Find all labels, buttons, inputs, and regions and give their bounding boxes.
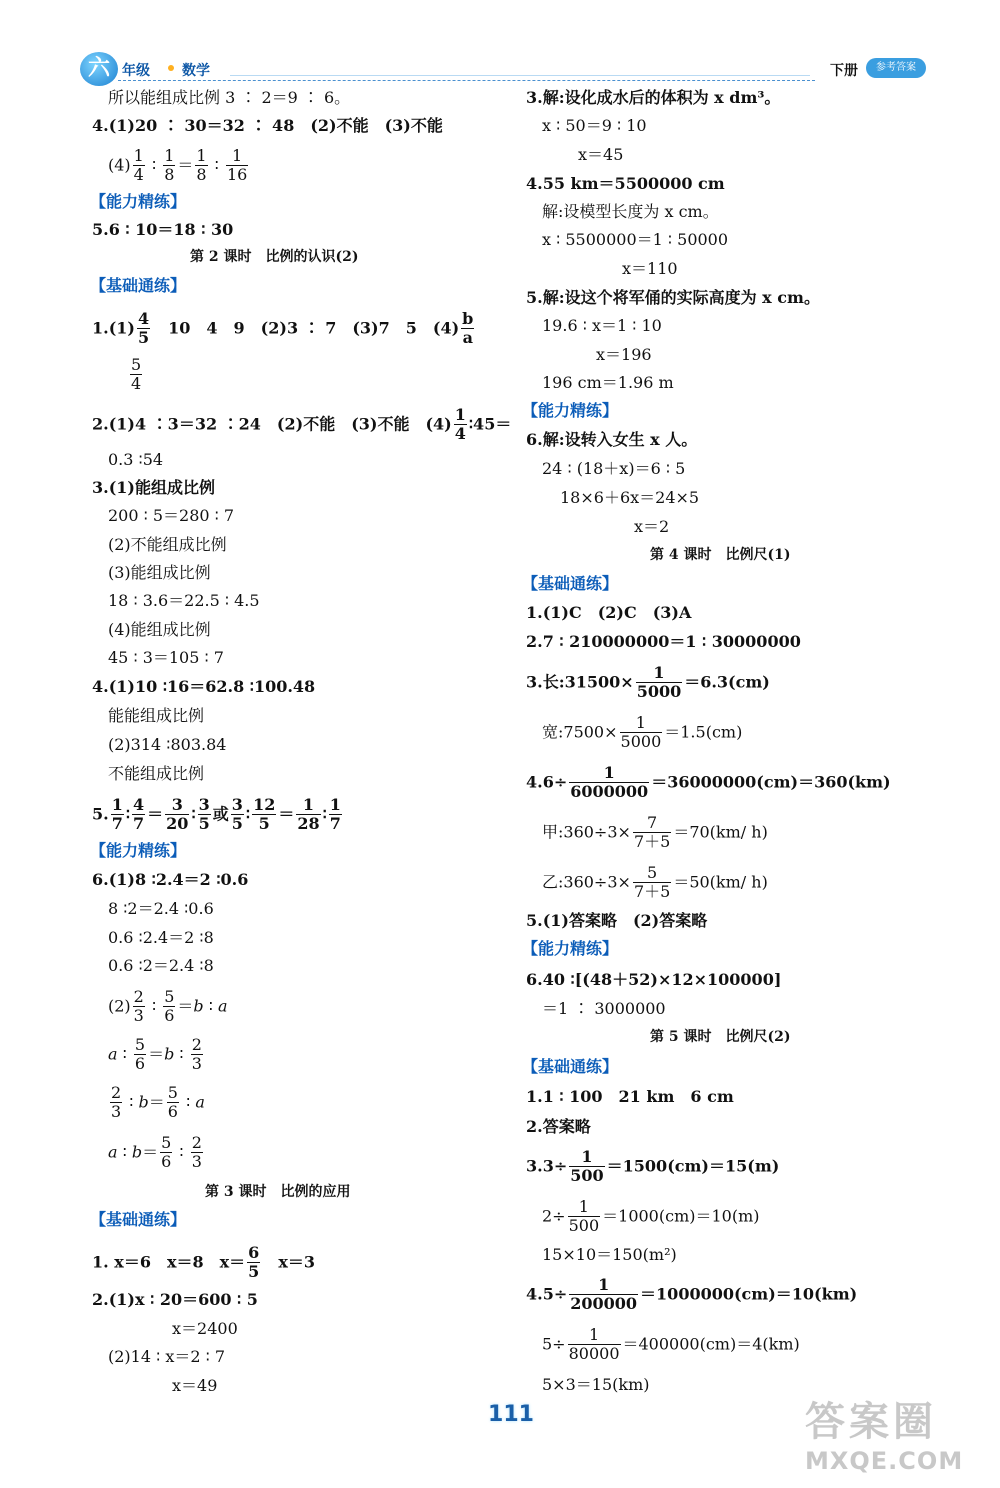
- grade-badge: 六: [80, 52, 118, 86]
- text-line: 1.(1)C (2)C (3)A: [526, 603, 692, 622]
- text-line: (2)不能组成比例: [108, 535, 227, 554]
- formula-line: [92, 310, 476, 348]
- text-fragment: ＝1.5(cm): [664, 722, 743, 742]
- lesson-title: 第 5 课时 比例尺(2): [650, 1029, 791, 1045]
- text-fragment: 1. x＝6 x＝8 x＝: [92, 1252, 246, 1272]
- text-line: x ∶ 50＝9 ∶ 10: [542, 116, 647, 135]
- fraction: $\frac{3}{5}$: [198, 795, 210, 834]
- text-line: 2.(1)x ∶ 20＝600 ∶ 5: [92, 1290, 258, 1309]
- fraction: $\frac{7}{7+5}$: [633, 813, 671, 852]
- formula-line: a ∶ $\frac{5}{6}$ ＝b ∶ $\frac{2}{3}$: [108, 1035, 202, 1074]
- fraction: $\frac{1}{80000}$: [568, 1325, 620, 1364]
- text-fragment: ＝1000(cm)＝10(m): [602, 1206, 760, 1226]
- text-line: 6.(1)8 ∶2.4＝2 ∶0.6: [92, 870, 249, 889]
- fraction: $\frac{5}{7+5}$: [633, 863, 671, 902]
- text-line: 4.(1)10 ∶16＝62.8 ∶100.48: [92, 677, 316, 696]
- fraction: $\frac{1}{4}$: [454, 405, 466, 444]
- formula-line: (4) $\frac{1}{4}$ ∶ $\frac{1}{8}$ ＝ $\frac{1}{8}$ ∶ $\frac{1}{16}$: [108, 146, 248, 185]
- text-fragment: (4): [108, 155, 131, 175]
- text-fragment: ＝50(km/ h): [673, 872, 768, 892]
- fraction: $\frac{1}{5000}$: [620, 713, 662, 752]
- lesson-title: 第 4 课时 比例尺(1): [650, 547, 791, 563]
- text-fragment: ∶45＝: [468, 414, 512, 434]
- separator-dot-icon: [168, 65, 174, 71]
- text-line: 8 ∶2＝2.4 ∶0.6: [108, 899, 214, 918]
- formula-line: [542, 864, 768, 902]
- text-line: 4.(1)20 ∶ 30＝32 ∶ 48 (2)不能 (3)不能: [92, 116, 443, 135]
- text-line: 18 ∶ 3.6＝22.5 ∶ 4.5: [108, 591, 260, 610]
- text-line: 2.答案略: [526, 1117, 591, 1136]
- fraction: $\frac{2}{3}$: [111, 1083, 122, 1122]
- text-fragment: 甲:360÷3×: [542, 822, 631, 842]
- text-line: 24 ∶ (18＋x)＝6 ∶ 5: [542, 459, 686, 478]
- watermark-text: 答案圈: [805, 1399, 937, 1445]
- fraction: $\frac{5}{4}$: [131, 355, 142, 394]
- watermark-url: MXQE.COM: [805, 1447, 964, 1475]
- fraction: $\frac{5}{6}$: [161, 1133, 172, 1172]
- text-fragment: 4.6÷: [526, 772, 568, 792]
- text-line: 5.解:设这个将军俑的实际高度为 x cm。: [526, 288, 820, 307]
- text-line: 200 ∶ 5＝280 ∶ 7: [108, 506, 235, 525]
- fraction: $\frac{b}{a}$: [462, 309, 474, 348]
- fraction: $\frac{1}{6000000}$: [570, 763, 649, 802]
- text-line: 解:设模型长度为 x cm。: [542, 202, 719, 221]
- text-fragment: 宽:7500×: [542, 722, 618, 742]
- text-fragment: ＝1000000(cm)＝10(km): [640, 1284, 858, 1304]
- fraction: $\frac{12}{5}$: [253, 795, 276, 834]
- text-fragment: ＝400000(cm)＝4(km): [622, 1334, 800, 1354]
- text-line: 3.解:设化成水后的体积为 x dm³。: [526, 88, 781, 107]
- formula-line: a ∶ b＝ $\frac{5}{6}$ ∶ $\frac{2}{3}$: [108, 1133, 202, 1172]
- text-line: 196 cm＝1.96 m: [542, 373, 674, 392]
- fraction: $\frac{1}{8}$: [196, 146, 207, 185]
- formula-line: [542, 714, 742, 752]
- text-line: 1.1 ∶ 100 21 km 6 cm: [526, 1087, 734, 1106]
- watermark-logo: [805, 1390, 995, 1485]
- text-line: 所以能组成比例 3 ∶ 2＝9 ∶ 6。: [108, 88, 351, 107]
- text-fragment: x＝3: [278, 1252, 316, 1272]
- grade-label: 年级: [122, 63, 150, 79]
- text-line: 6.解:设转入女生 x 人。: [526, 430, 698, 449]
- text-line: 19.6 ∶ x＝1 ∶ 10: [542, 316, 662, 335]
- fraction: $\frac{1}{8}$: [164, 146, 175, 185]
- header-dashed-rule: [118, 80, 815, 81]
- text-fragment: 5.: [92, 804, 109, 824]
- fraction: $\frac{4}{5}$: [137, 309, 150, 348]
- text-fragment: 3.3÷: [526, 1156, 568, 1176]
- text-line: 45 ∶ 3＝105 ∶ 7: [108, 648, 224, 667]
- header-rule: [230, 75, 810, 76]
- text-line: 0.6 ∶2.4＝2 ∶8: [108, 928, 214, 947]
- fraction: $\frac{5}{6}$: [167, 1083, 178, 1122]
- text-line: 15×10＝150(m²): [542, 1245, 677, 1264]
- section-heading: 【能力精练】: [522, 939, 619, 958]
- text-line: 3.(1)能组成比例: [92, 478, 215, 497]
- text-line: 18×6＋6x＝24×5: [560, 488, 700, 507]
- formula-line: [542, 1198, 760, 1236]
- fraction: $\frac{5}{6}$: [164, 987, 175, 1026]
- fraction: $\frac{1}{200000}$: [570, 1275, 638, 1314]
- fraction: $\frac{1}{500}$: [568, 1197, 600, 1236]
- formula-line: [92, 1244, 315, 1282]
- fraction: $\frac{2}{3}$: [133, 987, 144, 1026]
- fraction: $\frac{1}{7}$: [111, 795, 123, 834]
- formula-line: [542, 814, 768, 852]
- text-line: (2)314 ∶803.84: [108, 735, 227, 754]
- section-heading: 【基础通练】: [522, 1057, 619, 1076]
- formula-line: [542, 1326, 800, 1364]
- text-line: 2.7 ∶ 210000000＝1 ∶ 30000000: [526, 632, 801, 651]
- section-heading: 【能力精练】: [522, 401, 619, 420]
- text-line: 4.55 km＝5500000 cm: [526, 174, 725, 193]
- text-fragment: 2÷: [542, 1206, 566, 1226]
- text-fragment: 或: [212, 804, 229, 824]
- fraction: $\frac{3}{5}$: [231, 795, 243, 834]
- fraction: $\frac{1}{16}$: [226, 146, 248, 185]
- subject-label: 数学: [182, 63, 210, 79]
- text-line: (3)能组成比例: [108, 563, 211, 582]
- text-line: 5×3＝15(km): [542, 1375, 650, 1394]
- page-number: 111: [488, 1402, 534, 1427]
- text-line: (2)14 ∶ x＝2 ∶ 7: [108, 1347, 226, 1366]
- answer-tag: 参考答案: [866, 58, 926, 78]
- fraction: $\frac{1}{4}$: [133, 146, 144, 185]
- text-line: 5.6 ∶ 10＝18 ∶ 30: [92, 220, 234, 239]
- formula-line: (2) $\frac{2}{3}$ ∶ $\frac{5}{6}$ ＝b ∶ a: [108, 987, 228, 1026]
- text-line: (4)能组成比例: [108, 620, 211, 639]
- page-header: [0, 0, 1000, 88]
- fraction: $\frac{6}{5}$: [248, 1243, 260, 1282]
- text-line: 0.3 ∶54: [108, 450, 164, 469]
- fraction: $\frac{1}{28}$: [297, 795, 320, 834]
- fraction: $\frac{1}{5000}$: [636, 663, 682, 702]
- text-line: x＝49: [172, 1376, 218, 1395]
- section-heading: 【基础通练】: [522, 574, 619, 593]
- text-line: x ∶ 5500000＝1 ∶ 50000: [542, 230, 729, 249]
- formula-line: [526, 764, 891, 802]
- text-fragment: 2.(1)4 ∶3＝32 ∶24 (2)不能 (3)不能 (4): [92, 414, 452, 434]
- text-line: x＝2400: [172, 1319, 238, 1338]
- text-fragment: ＝6.3(cm): [684, 672, 770, 692]
- fraction: $\frac{5}{6}$: [134, 1035, 146, 1074]
- text-line: 5.(1)答案略 (2)答案略: [526, 911, 708, 930]
- text-fragment: ＝1500(cm)＝15(m): [606, 1156, 780, 1176]
- lesson-title: 第 3 课时 比例的应用: [205, 1184, 351, 1200]
- formula-line: [526, 1148, 779, 1186]
- text-fragment: ＝36000000(cm)＝360(km): [651, 772, 891, 792]
- text-line: 6.40 ∶[(48＋52)×12×100000]: [526, 970, 782, 989]
- text-fragment: (2): [108, 996, 131, 1016]
- formula-line: [92, 406, 511, 444]
- fraction: $\frac{3}{20}$: [166, 795, 189, 834]
- section-heading: 【能力精练】: [90, 192, 187, 211]
- text-line: x＝2: [634, 517, 670, 536]
- text-line: 不能组成比例: [108, 764, 205, 783]
- formula-line: $\frac{2}{3}$ ∶ b＝ $\frac{5}{6}$ ∶ a: [111, 1083, 205, 1122]
- formula-line: [526, 664, 770, 702]
- formula-line: [526, 1276, 857, 1314]
- text-fragment: 3.长:31500×: [526, 672, 634, 692]
- section-heading: 【基础通练】: [90, 276, 187, 295]
- formula-line: [128, 356, 144, 394]
- lesson-title: 第 2 课时 比例的认识(2): [190, 249, 359, 265]
- text-line: 能能组成比例: [108, 706, 205, 725]
- formula-line: 5. $\frac{1}{7}$ ∶ $\frac{4}{7}$ ＝ $\frac{3}{20}$ ∶ $\frac{3}{5}$ 或 $\frac{3}{5}$ ∶ $\frac{12}{5}$ ＝ $\frac{1}{28}$ ∶ $\frac{1}{7}$: [92, 795, 341, 834]
- text-fragment: 4.5÷: [526, 1284, 568, 1304]
- fraction: $\frac{1}{500}$: [570, 1147, 604, 1186]
- section-heading: 【基础通练】: [90, 1210, 187, 1229]
- text-fragment: 10 4 9 (2)3 ∶ 7 (3)7 5 (4): [168, 318, 460, 338]
- fraction: $\frac{4}{7}$: [133, 795, 145, 834]
- text-fragment: 1.(1): [92, 318, 135, 338]
- text-fragment: ＝70(km/ h): [673, 822, 768, 842]
- text-line: x＝110: [622, 259, 678, 278]
- text-line: x＝196: [596, 345, 652, 364]
- text-line: ＝1 ∶ 3000000: [542, 999, 666, 1018]
- volume-label: 下册: [830, 63, 858, 79]
- fraction: $\frac{1}{7}$: [329, 795, 341, 834]
- text-fragment: 乙:360÷3×: [542, 872, 631, 892]
- fraction: $\frac{2}{3}$: [191, 1133, 202, 1172]
- section-heading: 【能力精练】: [90, 841, 187, 860]
- text-line: 0.6 ∶2＝2.4 ∶8: [108, 956, 214, 975]
- text-line: x＝45: [578, 145, 624, 164]
- fraction: $\frac{2}{3}$: [191, 1035, 202, 1074]
- text-fragment: 5÷: [542, 1334, 566, 1354]
